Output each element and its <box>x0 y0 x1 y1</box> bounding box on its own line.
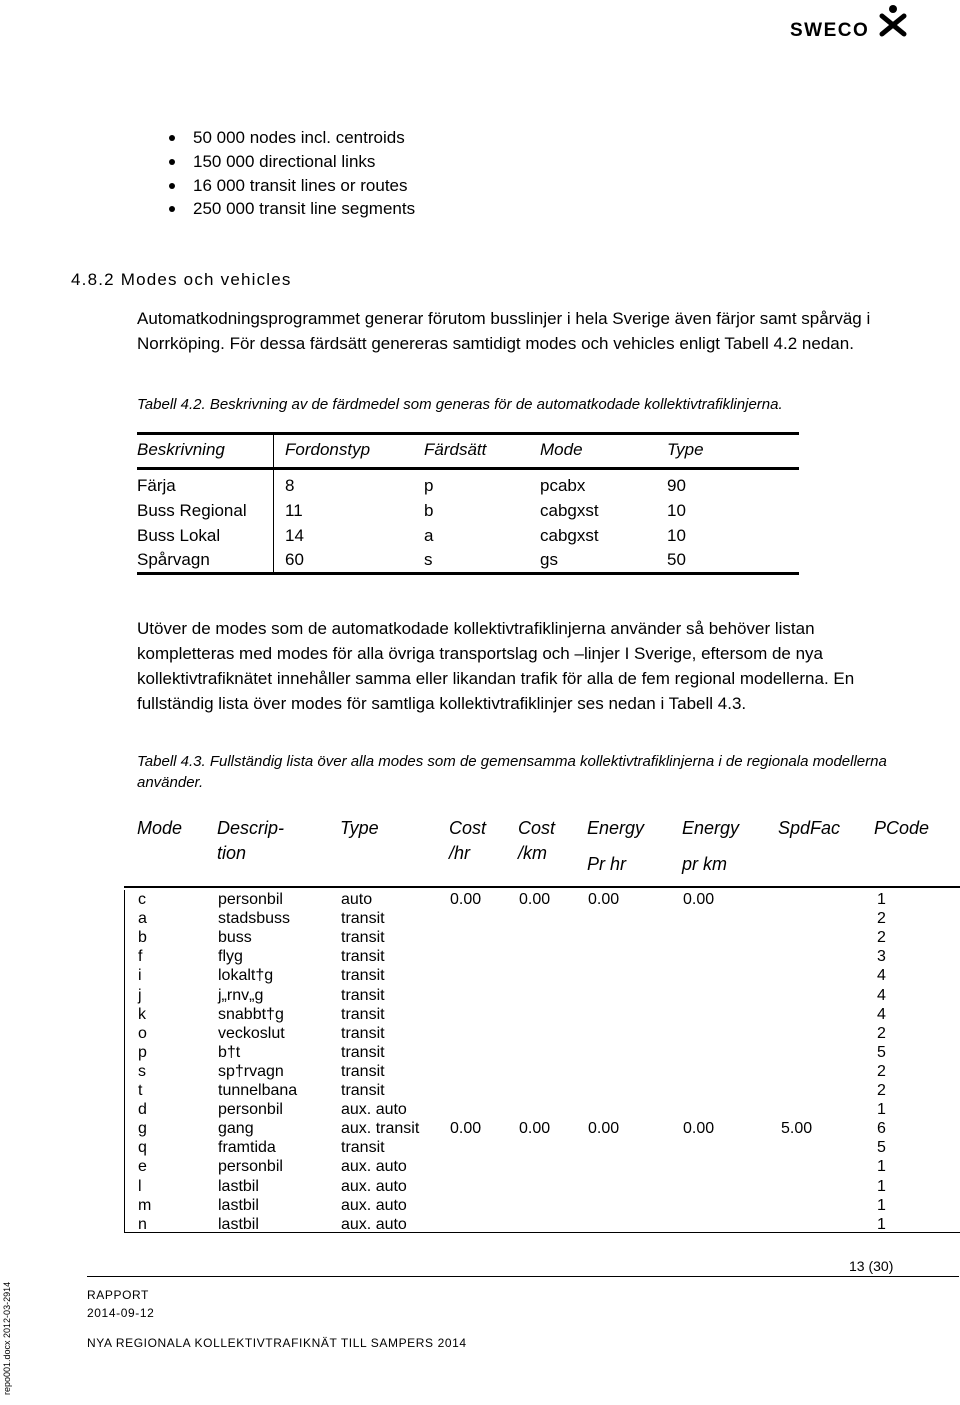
description-cell: snabbt†g <box>218 1005 284 1023</box>
table-cell: p <box>424 476 434 495</box>
type-cell: transit <box>341 1005 385 1023</box>
table-rule-top <box>137 432 799 435</box>
mode-cell: m <box>138 1196 152 1214</box>
type-cell: transit <box>341 910 385 928</box>
type-cell: auto <box>341 891 373 908</box>
mode-cell: n <box>138 1215 147 1233</box>
table-cell: 50 <box>667 550 686 569</box>
pcode-cell: 3 <box>877 948 886 966</box>
footer-divider <box>87 1276 959 1277</box>
description-cell: b†t <box>218 1043 241 1061</box>
mode-cell: l <box>138 1177 142 1195</box>
sweco-logo-icon <box>876 4 910 40</box>
column-header: Type <box>667 440 704 459</box>
footer-date: 2014-09-12 <box>87 1306 155 1320</box>
pcode-cell: 2 <box>877 910 886 928</box>
type-cell: transit <box>341 986 385 1004</box>
description-cell: tunnelbana <box>218 1082 298 1099</box>
mode-cell: q <box>138 1139 147 1157</box>
column-header-type: Type <box>340 818 379 838</box>
mode-cell: b <box>138 929 147 947</box>
type-cell: aux. auto <box>341 1158 407 1176</box>
table42-caption: Tabell 4.2. Beskrivning av de färdmedel som generas för de automatkodade kollektivtrafiklinjerna. <box>137 396 783 413</box>
type-cell: transit <box>341 1062 385 1080</box>
pcode-cell: 4 <box>877 1005 886 1023</box>
mode-cell: o <box>138 1024 147 1042</box>
section-heading: 4.8.2 Modes och vehicles <box>71 270 292 289</box>
pcode-cell: 2 <box>877 1024 886 1042</box>
description-cell: personbil <box>218 1101 283 1119</box>
description-cell: buss <box>218 929 252 947</box>
table-cell: 10 <box>667 526 686 545</box>
table-cell: Buss Lokal <box>137 526 221 545</box>
type-cell: aux. auto <box>341 1196 407 1214</box>
description-cell: stadsbuss <box>218 910 291 928</box>
specs-bullet-list <box>193 126 415 221</box>
description-cell: j„rnv„g <box>218 986 264 1004</box>
description-cell: lastbil <box>218 1215 259 1233</box>
pcode-cell: 4 <box>877 967 886 985</box>
type-cell: aux. transit <box>341 1120 420 1138</box>
table-cell: pcabx <box>540 476 586 495</box>
table-rule-mid <box>137 467 799 470</box>
pcode-cell: 1 <box>877 1101 886 1119</box>
bullet-item: 150 000 directional links <box>193 150 415 174</box>
cost-hr-cell: 0.00 <box>450 1120 482 1138</box>
type-cell: transit <box>341 967 385 985</box>
energy-km-cell: 0.00 <box>683 1120 715 1138</box>
type-cell: transit <box>341 1082 385 1099</box>
table-cell: 11 <box>285 501 303 520</box>
table-rule-bottom <box>137 572 799 575</box>
description-cell: lastbil <box>218 1196 259 1214</box>
pcode-cell: 5 <box>877 1043 886 1061</box>
intro-paragraph: Automatkodningsprogrammet generar förutom busslinjer i hela Sverige även färjor samt spårväg i Norrköping. För dessa färdsätt genereras samtidigt modes och vehicles enligt Tabell 4.2 nedan. <box>137 309 871 353</box>
column-header-cost-hr: Cost /hr <box>449 818 487 863</box>
pcode-cell: 6 <box>877 1120 886 1138</box>
mode-cell: s <box>138 1062 146 1080</box>
description-cell: personbil <box>218 1158 283 1176</box>
table-cell: b <box>424 501 434 520</box>
description-cell: framtida <box>218 1139 276 1157</box>
footer-doc-type: RAPPORT <box>87 1288 149 1302</box>
energy-hr-cell: 0.00 <box>588 1120 620 1138</box>
pcode-cell: 5 <box>877 1139 886 1157</box>
description-cell: lastbil <box>218 1177 259 1195</box>
energy-km-cell: 0.00 <box>683 891 715 908</box>
pcode-cell: 4 <box>877 986 886 1004</box>
mode-cell: i <box>138 967 142 985</box>
column-header-description: Descrip- tion <box>217 818 285 863</box>
description-cell: veckoslut <box>218 1024 285 1042</box>
spdfac-cell: 5.00 <box>781 1120 813 1138</box>
table-cell: 60 <box>285 550 304 569</box>
pcode-cell: 1 <box>877 1196 886 1214</box>
column-header-cost-km: Cost /km <box>518 818 556 863</box>
table-cell: Färja <box>137 476 176 495</box>
column-header: Mode <box>540 440 583 459</box>
table43-body <box>124 890 960 1233</box>
mode-cell: g <box>138 1120 147 1138</box>
column-header-pcode: PCode <box>874 818 930 838</box>
table-cell: gs <box>540 550 558 569</box>
type-cell: aux. auto <box>341 1215 407 1233</box>
cost-hr-cell: 0.00 <box>450 891 482 908</box>
table-cell: s <box>424 550 433 569</box>
table-cell: 90 <box>667 476 686 495</box>
table-cell: 8 <box>285 476 295 495</box>
mode-cell: p <box>138 1043 147 1061</box>
pcode-cell: 2 <box>877 929 886 947</box>
table43-header-rule <box>124 886 960 888</box>
bullet-item: 250 000 transit line segments <box>193 197 415 221</box>
type-cell: transit <box>341 1139 385 1157</box>
type-cell: transit <box>341 1043 385 1061</box>
mode-cell: e <box>138 1158 147 1176</box>
bullet-item: 16 000 transit lines or routes <box>193 174 415 198</box>
type-cell: transit <box>341 929 385 947</box>
column-header: Fordonstyp <box>285 440 371 459</box>
table-cell: cabgxst <box>540 501 599 520</box>
company-logo-text: SWECO <box>790 20 870 41</box>
footer-doc-title: NYA REGIONALA KOLLEKTIVTRAFIKNÄT TILL SAMPERS 2014 <box>87 1336 467 1350</box>
table-cell: Spårvagn <box>137 550 210 569</box>
column-header-energy-km: Energy pr km <box>682 818 740 874</box>
table-cell: 14 <box>285 526 304 545</box>
column-header-energy-hr: Energy Pr hr <box>587 818 645 874</box>
page-number: 13 (30) <box>849 1258 894 1274</box>
pcode-cell: 1 <box>877 1215 886 1233</box>
mode-cell: j <box>138 986 142 1004</box>
table-cell: cabgxst <box>540 526 599 545</box>
table43-caption: Tabell 4.3. Fullständig lista över alla modes som de gemensamma kollektivtrafiklinjerna i de regionala modellerna använder. <box>137 753 887 791</box>
pcode-cell: 2 <box>877 1062 886 1080</box>
description-cell: personbil <box>218 891 283 908</box>
description-cell: lokalt†g <box>218 967 274 985</box>
column-header: Beskrivning <box>137 440 225 459</box>
column-header-spdfac: SpdFac <box>778 818 841 838</box>
column-header-mode: Mode <box>137 818 183 838</box>
column-header: Färdsätt <box>424 440 487 459</box>
mode-cell: d <box>138 1101 147 1119</box>
energy-hr-cell: 0.00 <box>588 891 620 908</box>
table-cell: a <box>424 526 434 545</box>
type-cell: aux. auto <box>341 1101 407 1119</box>
pcode-cell: 2 <box>877 1082 886 1099</box>
description-cell: flyg <box>218 948 243 966</box>
cost-km-cell: 0.00 <box>519 891 551 908</box>
table-cell: Buss Regional <box>137 501 247 520</box>
type-cell: aux. auto <box>341 1177 407 1195</box>
mode-cell: c <box>138 891 146 908</box>
mode-cell: t <box>138 1082 143 1099</box>
pcode-cell: 1 <box>877 1158 886 1176</box>
table-cell: 10 <box>667 501 686 520</box>
mode-cell: k <box>138 1005 146 1023</box>
mode-cell: a <box>138 910 147 928</box>
bullet-item: 50 000 nodes incl. centroids <box>193 126 415 150</box>
pcode-cell: 1 <box>877 1177 886 1195</box>
description-cell: sp†rvagn <box>218 1062 284 1080</box>
type-cell: transit <box>341 1024 385 1042</box>
pcode-cell: 1 <box>877 891 886 908</box>
type-cell: transit <box>341 948 385 966</box>
modes-paragraph: Utöver de modes som de automatkodade kollektivtrafiklinjerna använder så behöver listan kompletteras med modes för alla övriga transportslag och –linjer I Sverige, eftersom de nya kollektivtrafiknätet innehåller samma eller likandan trafik för alla de fem regional modellerna. En fullständig lista över modes för samtliga kollektivtrafiklinjer ses nedan i Tabell 4.3. <box>137 619 855 713</box>
description-cell: gang <box>218 1120 254 1138</box>
mode-cell: f <box>138 948 143 966</box>
template-side-text: repo001.docx 2012-03-2914 <box>2 1281 12 1395</box>
cost-km-cell: 0.00 <box>519 1120 551 1138</box>
table-column-divider <box>273 432 274 574</box>
